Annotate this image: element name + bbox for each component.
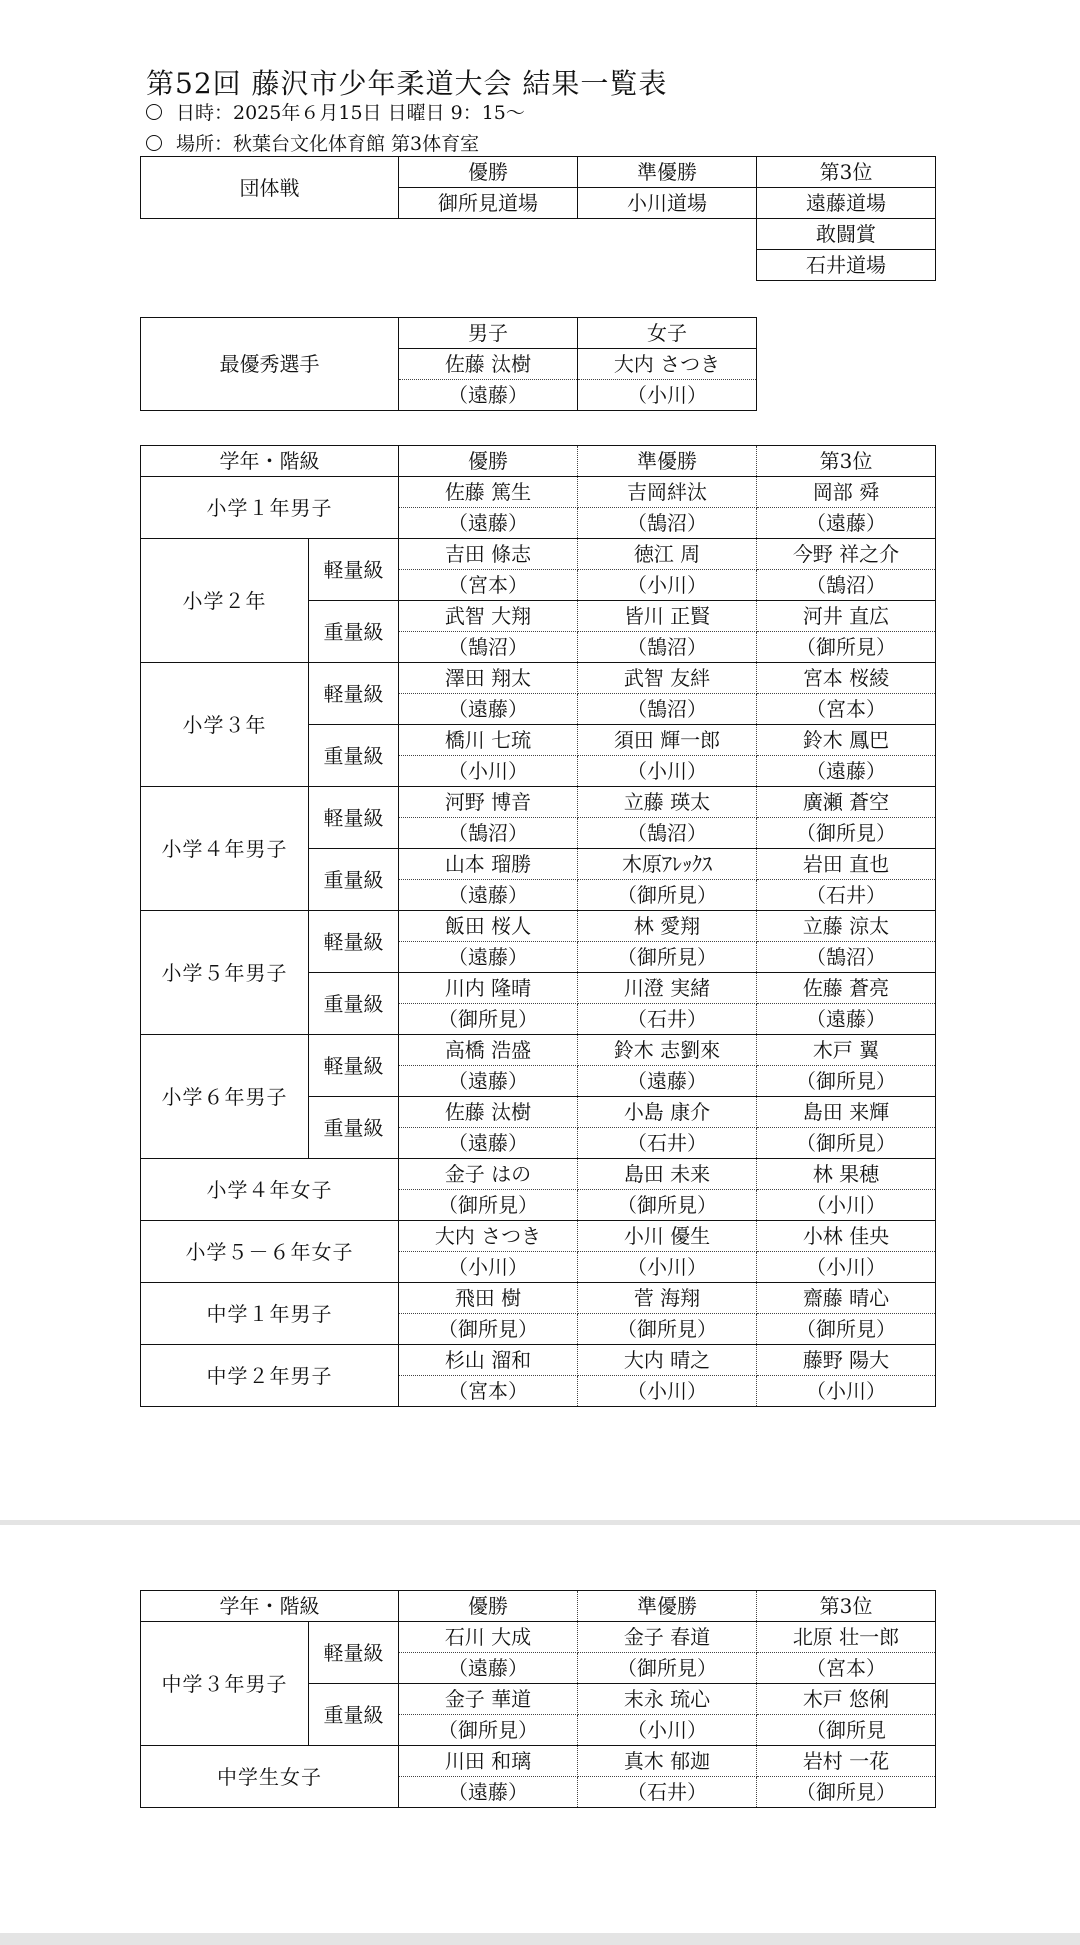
athlete-name: 須田 輝一郎: [578, 725, 757, 756]
mvp-label: 最優秀選手: [141, 318, 399, 411]
header-category: 学年・階級: [141, 1591, 399, 1622]
athlete-club: （鵠沼）: [399, 818, 578, 849]
header-runner-up: 準優勝: [578, 1591, 757, 1622]
athlete-name: 大内 晴之: [578, 1345, 757, 1376]
athlete-name: 今野 祥之介: [757, 539, 936, 570]
table-row: [141, 1746, 936, 1777]
athlete-club: （御所見）: [578, 1314, 757, 1345]
athlete-club: （小川）: [757, 1376, 936, 1407]
athlete-name: 岩田 直也: [757, 849, 936, 880]
category-label: 小学６年男子: [141, 1035, 309, 1159]
header-third: 第3位: [757, 446, 936, 477]
athlete-club: （御所見）: [757, 1314, 936, 1345]
athlete-club: （御所見）: [578, 880, 757, 911]
category-label: 小学２年: [141, 539, 309, 663]
category-label: 中学２年男子: [141, 1345, 399, 1407]
athlete-club: （鵠沼）: [578, 694, 757, 725]
athlete-club: （小川）: [578, 570, 757, 601]
athlete-name: 金子 華道: [399, 1684, 578, 1715]
team-col-winner: 優勝: [399, 157, 578, 188]
date-line: 日時：2025年６月15日 日曜日 9：15～: [146, 98, 525, 125]
athlete-club: （御所見）: [399, 1190, 578, 1221]
athlete-club: （小川）: [578, 1715, 757, 1746]
weight-class-label: 軽量級: [309, 539, 399, 601]
results-table-continued: [140, 1590, 936, 1808]
page-2: [0, 1525, 1080, 1933]
page-separator: [0, 1933, 1080, 1945]
athlete-name: 川内 隆晴: [399, 973, 578, 1004]
fighting-spirit-winner: 石井道場: [757, 250, 936, 281]
athlete-club: （遠藤）: [399, 1066, 578, 1097]
athlete-name: 立藤 瑛太: [578, 787, 757, 818]
weight-class-label: 重量級: [309, 1097, 399, 1159]
athlete-name: 小島 康介: [578, 1097, 757, 1128]
athlete-club: （御所見）: [757, 1066, 936, 1097]
athlete-club: （御所見）: [757, 818, 936, 849]
athlete-name: 宮本 桜綾: [757, 663, 936, 694]
athlete-name: 林 果穂: [757, 1159, 936, 1190]
athlete-name: 佐藤 篤生: [399, 477, 578, 508]
table-row: [141, 1345, 936, 1376]
athlete-club: （遠藤）: [757, 1004, 936, 1035]
header-row: [141, 1591, 936, 1622]
athlete-club: （遠藤）: [399, 508, 578, 539]
category-label: 中学１年男子: [141, 1283, 399, 1345]
athlete-club: （遠藤）: [399, 1777, 578, 1808]
athlete-name: 石川 大成: [399, 1622, 578, 1653]
athlete-club: （遠藤）: [399, 942, 578, 973]
mvp-male-name: 佐藤 汰樹: [399, 349, 578, 380]
athlete-name: 徳江 周: [578, 539, 757, 570]
category-label: 中学生女子: [141, 1746, 399, 1808]
team-third: 遠藤道場: [757, 188, 936, 219]
athlete-club: （御所見）: [399, 1004, 578, 1035]
athlete-club: （小川）: [757, 1252, 936, 1283]
athlete-club: （鵠沼）: [757, 942, 936, 973]
athlete-club: （小川）: [578, 756, 757, 787]
weight-class-label: 重量級: [309, 973, 399, 1035]
athlete-name: 北原 壮一郎: [757, 1622, 936, 1653]
athlete-name: 佐藤 汰樹: [399, 1097, 578, 1128]
athlete-name: 川田 和璃: [399, 1746, 578, 1777]
athlete-name: 金子 はの: [399, 1159, 578, 1190]
athlete-name: 川澄 実緒: [578, 973, 757, 1004]
header-row: [141, 446, 936, 477]
weight-class-label: 重量級: [309, 849, 399, 911]
athlete-club: （鵠沼）: [578, 632, 757, 663]
athlete-name: 小川 優生: [578, 1221, 757, 1252]
team-col-runner-up: 準優勝: [578, 157, 757, 188]
athlete-name: 飯田 桜人: [399, 911, 578, 942]
athlete-name: 飛田 樹: [399, 1283, 578, 1314]
athlete-name: 立藤 涼太: [757, 911, 936, 942]
athlete-club: （遠藤）: [399, 1653, 578, 1684]
athlete-name: 高橋 浩盛: [399, 1035, 578, 1066]
category-label: 小学４年女子: [141, 1159, 399, 1221]
athlete-name: 岩村 一花: [757, 1746, 936, 1777]
athlete-club: （鵠沼）: [399, 632, 578, 663]
athlete-name: 吉田 條志: [399, 539, 578, 570]
weight-class-label: 軽量級: [309, 1035, 399, 1097]
header-category: 学年・階級: [141, 446, 399, 477]
mvp-male-club: （遠藤）: [399, 380, 578, 411]
table-row: [141, 663, 936, 694]
weight-class-label: 軽量級: [309, 663, 399, 725]
athlete-name: 木戸 悠俐: [757, 1684, 936, 1715]
venue-line: 場所：秋葉台文化体育館 第3体育室: [146, 129, 479, 156]
table-row: [141, 787, 936, 818]
athlete-club: （御所見: [757, 1715, 936, 1746]
athlete-club: （宮本）: [399, 570, 578, 601]
athlete-club: （遠藤）: [399, 880, 578, 911]
circle-bullet-icon: [146, 135, 162, 151]
team-label: 団体戦: [141, 157, 399, 219]
category-label: 中学３年男子: [141, 1622, 309, 1746]
athlete-name: 末永 琉心: [578, 1684, 757, 1715]
athlete-club: （遠藤）: [399, 1128, 578, 1159]
athlete-name: 吉岡絆汰: [578, 477, 757, 508]
athlete-name: 河井 直広: [757, 601, 936, 632]
team-results-table: [140, 156, 936, 281]
page-title: 第52回 藤沢市少年柔道大会 結果一覧表: [146, 67, 668, 100]
athlete-club: （御所見）: [757, 1777, 936, 1808]
athlete-club: （御所見）: [578, 942, 757, 973]
header-runner-up: 準優勝: [578, 446, 757, 477]
weight-class-label: 軽量級: [309, 1622, 399, 1684]
athlete-name: 皆川 正賢: [578, 601, 757, 632]
athlete-name: 山本 瑠勝: [399, 849, 578, 880]
athlete-name: 鈴木 志劉來: [578, 1035, 757, 1066]
athlete-club: （石井）: [757, 880, 936, 911]
table-row: [141, 911, 936, 942]
athlete-name: 廣瀬 蒼空: [757, 787, 936, 818]
table-row: [141, 1283, 936, 1314]
athlete-name: 岡部 舜: [757, 477, 936, 508]
athlete-club: （石井）: [578, 1777, 757, 1808]
athlete-club: （鵠沼）: [578, 508, 757, 539]
category-label: 小学４年男子: [141, 787, 309, 911]
athlete-club: （宮本）: [757, 694, 936, 725]
athlete-club: （御所見）: [578, 1653, 757, 1684]
category-label: 小学５年男子: [141, 911, 309, 1035]
athlete-name: 真木 郁迦: [578, 1746, 757, 1777]
athlete-club: （遠藤）: [757, 508, 936, 539]
mvp-male-label: 男子: [399, 318, 578, 349]
athlete-name: 澤田 翔太: [399, 663, 578, 694]
athlete-name: 大内 さつき: [399, 1221, 578, 1252]
athlete-club: （小川）: [757, 1190, 936, 1221]
team-runner-up: 小川道場: [578, 188, 757, 219]
results-table: [140, 445, 936, 1407]
header-winner: 優勝: [399, 1591, 578, 1622]
athlete-club: （宮本）: [757, 1653, 936, 1684]
athlete-club: （御所見）: [399, 1715, 578, 1746]
table-row: [141, 1035, 936, 1066]
mvp-table: [140, 317, 757, 411]
athlete-club: （鵠沼）: [578, 818, 757, 849]
category-label: 小学５－６年女子: [141, 1221, 399, 1283]
athlete-name: 島田 来輝: [757, 1097, 936, 1128]
athlete-club: （御所見）: [399, 1314, 578, 1345]
athlete-name: 橋川 七琉: [399, 725, 578, 756]
athlete-name: 藤野 陽大: [757, 1345, 936, 1376]
table-row: [141, 1159, 936, 1190]
athlete-club: （御所見）: [757, 1128, 936, 1159]
mvp-female-label: 女子: [578, 318, 757, 349]
athlete-name: 鈴木 鳳巴: [757, 725, 936, 756]
table-row: [141, 1622, 936, 1653]
athlete-name: 林 愛翔: [578, 911, 757, 942]
athlete-club: （御所見）: [757, 632, 936, 663]
header-winner: 優勝: [399, 446, 578, 477]
athlete-name: 島田 未来: [578, 1159, 757, 1190]
athlete-name: 小林 佳央: [757, 1221, 936, 1252]
team-col-third: 第3位: [757, 157, 936, 188]
circle-bullet-icon: [146, 104, 162, 120]
category-label: 小学１年男子: [141, 477, 399, 539]
category-label: 小学３年: [141, 663, 309, 787]
athlete-name: 菅 海翔: [578, 1283, 757, 1314]
athlete-club: （遠藤）: [399, 694, 578, 725]
athlete-club: （小川）: [399, 756, 578, 787]
mvp-female-name: 大内 さつき: [578, 349, 757, 380]
athlete-name: 佐藤 蒼亮: [757, 973, 936, 1004]
table-row: [141, 477, 936, 508]
athlete-club: （小川）: [399, 1252, 578, 1283]
weight-class-label: 重量級: [309, 1684, 399, 1746]
athlete-name: 武智 大翔: [399, 601, 578, 632]
athlete-name: 木戸 翼: [757, 1035, 936, 1066]
team-winner: 御所見道場: [399, 188, 578, 219]
fighting-spirit-label: 敢闘賞: [757, 219, 936, 250]
table-row: [141, 1221, 936, 1252]
athlete-club: （御所見）: [578, 1190, 757, 1221]
athlete-name: 金子 春道: [578, 1622, 757, 1653]
header-third: 第3位: [757, 1591, 936, 1622]
athlete-name: 木原ｱﾚｯｸｽ: [578, 849, 757, 880]
weight-class-label: 重量級: [309, 601, 399, 663]
athlete-name: 河野 博音: [399, 787, 578, 818]
weight-class-label: 軽量級: [309, 911, 399, 973]
athlete-club: （遠藤）: [578, 1066, 757, 1097]
weight-class-label: 重量級: [309, 725, 399, 787]
athlete-club: （小川）: [578, 1252, 757, 1283]
table-row: [141, 539, 936, 570]
athlete-club: （石井）: [578, 1004, 757, 1035]
mvp-female-club: （小川）: [578, 380, 757, 411]
athlete-name: 武智 友絆: [578, 663, 757, 694]
athlete-name: 齋藤 晴心: [757, 1283, 936, 1314]
athlete-club: （小川）: [578, 1376, 757, 1407]
athlete-club: （石井）: [578, 1128, 757, 1159]
athlete-club: （宮本）: [399, 1376, 578, 1407]
weight-class-label: 軽量級: [309, 787, 399, 849]
athlete-name: 杉山 溜和: [399, 1345, 578, 1376]
athlete-club: （遠藤）: [757, 756, 936, 787]
athlete-club: （鵠沼）: [757, 570, 936, 601]
